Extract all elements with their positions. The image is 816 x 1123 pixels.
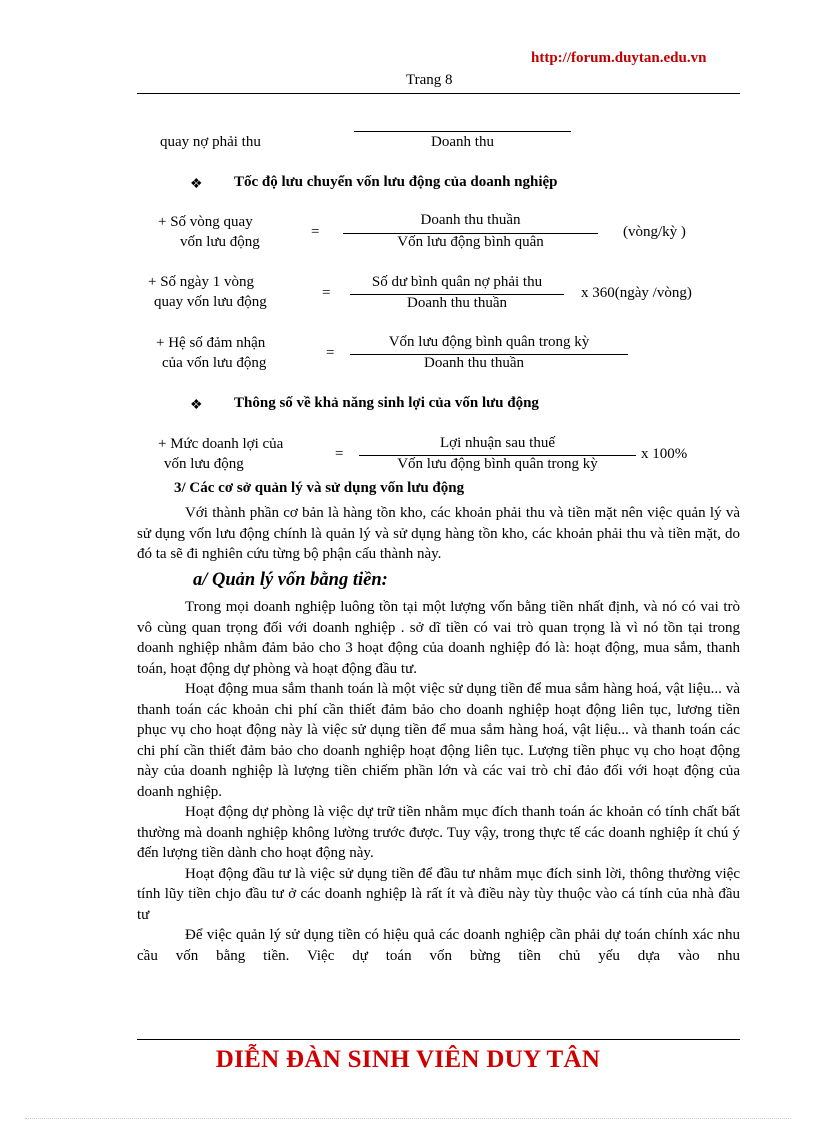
header-rule — [137, 93, 740, 94]
paragraph: Với thành phần cơ bản là hàng tồn kho, các khoản phải thu và tiền mặt nên việc quản lý và sử dụng vốn lưu động chính là quản lý và sử dụng hàng tồn kho, các khoản phải thu và tiền mặt, do đó ta sẽ đi nghiên cứu từng bộ phận cấu thành này. — [137, 505, 740, 562]
formula-denominator: Vốn lưu động bình quân — [397, 234, 544, 250]
formula-denominator: Doanh thu thuần — [407, 295, 507, 311]
formula-denominator: Doanh thu — [431, 134, 494, 150]
formula-numerator: Doanh thu thuần — [420, 212, 521, 228]
forum-url-link[interactable]: http://forum.duytan.edu.vn — [531, 50, 707, 66]
equals-sign: = — [326, 345, 335, 361]
bullet-diamond-icon: ❖ — [190, 177, 203, 192]
body-paragraph-block — [137, 597, 740, 966]
section-heading: Thông số về khả năng sinh lợi của vốn lưu động — [234, 395, 539, 411]
section-heading: Tốc độ lưu chuyển vốn lưu động của doanh nghiệp — [234, 174, 558, 190]
subsection-heading: a/ Quản lý vốn bằng tiền: — [193, 570, 388, 590]
formula-label: vốn lưu động — [180, 234, 260, 250]
bullet-diamond-icon: ❖ — [190, 398, 203, 413]
formula-unit: (vòng/kỳ ) — [623, 224, 686, 240]
paragraph: Để việc quản lý sử dụng tiền có hiệu quả các doanh nghiệp cần phải dự toán chính xác nhu cầu vốn bằng tiền. Việc dự toán vốn bừng tiền chủ yếu dựa vào nhu — [137, 927, 740, 964]
formula-label: + Số ngày 1 vòng — [148, 274, 254, 290]
equals-sign: = — [335, 446, 344, 462]
formula-label: vốn lưu động — [164, 456, 244, 472]
formula-label: quay vốn lưu động — [154, 294, 267, 310]
paragraph: Hoạt động đầu tư là việc sử dụng tiền để đầu tư nhằm mục đích sinh lời, thông thường việc tính lũy tiền chjo đầu tư ở các doanh nghiệp là rất ít và điều này tùy thuộc vào cá tính của nhà đầu tư — [137, 865, 740, 923]
formula-label: + Mức doanh lợi của — [158, 436, 284, 452]
formula-numerator: Vốn lưu động bình quân trong kỳ — [388, 334, 590, 350]
paragraph: Hoạt động dự phòng là việc dự trữ tiền nhằm mục đích thanh toán ác khoản có tính chất bất thường mà doanh nghiệp không lường trước được. Tuy vậy, trong thực tế các doanh nghiệp ít chú ý đến lượng tiền dành cho hoạt động này. — [137, 804, 740, 861]
page-edge-divider — [25, 1118, 791, 1119]
section-heading: 3/ Các cơ sở quản lý và sử dụng vốn lưu động — [174, 480, 465, 496]
equals-sign: = — [322, 285, 331, 301]
paragraph: Trong mọi doanh nghiệp luông tồn tại một lượng vốn bằng tiền nhất định, và nó có vai trò vô cùng quan trọng đối với doanh nghiệp . sở dĩ tiền có vai trò quan trọng là vì nó tồn tại trong doanh nghiệp nhằm đảm bảo cho 3 hoạt động của doanh nghiệp đó là: hoạt động, mua sắm, thanh toán, hoạt động dự phòng và hoạt động đầu tư. — [137, 599, 740, 677]
formula-unit: x 100% — [641, 446, 688, 462]
formula-label: + Hệ số đảm nhận — [156, 335, 266, 351]
formula-label: + Số vòng quay — [158, 214, 253, 230]
footer-rule — [137, 1039, 740, 1040]
footer-banner: DIỄN ĐÀN SINH VIÊN DUY TÂN — [215, 1046, 601, 1073]
formula-numerator: Lợi nhuận sau thuế — [440, 435, 555, 451]
fraction-bar — [354, 131, 571, 132]
formula-denominator: Doanh thu thuần — [424, 355, 524, 371]
formula-numerator: Số dư bình quân nợ phải thu — [371, 274, 543, 290]
body-paragraph-block — [137, 503, 740, 565]
paragraph: Hoạt động mua sắm thanh toán là một việc sử dụng tiền để mua sắm hàng hoá, vật liệu... và thanh toán các khoản chi phí cần thiết đảm bảo cho doanh nghiệp hoạt động liên tục, lương tiền phục vụ cho hoạt động này là việc sử dụng tiền để mua sắm hàng hoá, vật liệu... và thanh toán các chi phí cần thiết đảm bảo cho doanh nghiệp hoạt động liên tục. Lượng tiền phục vụ cho hoạt động này của doanh nghiệp là lượng tiền chiếm phần lớn và các vai trò chỉ đảo đối với hoạt động của doanh nghiệp. — [137, 681, 740, 800]
formula-unit: x 360(ngày /vòng) — [581, 285, 692, 301]
formula-label: của vốn lưu động — [162, 355, 267, 371]
formula-denominator: Vốn lưu động bình quân trong kỳ — [397, 456, 598, 472]
page-number: Trang 8 — [406, 72, 453, 88]
equals-sign: = — [311, 224, 320, 240]
formula-label: quay nợ phải thu — [160, 134, 261, 150]
